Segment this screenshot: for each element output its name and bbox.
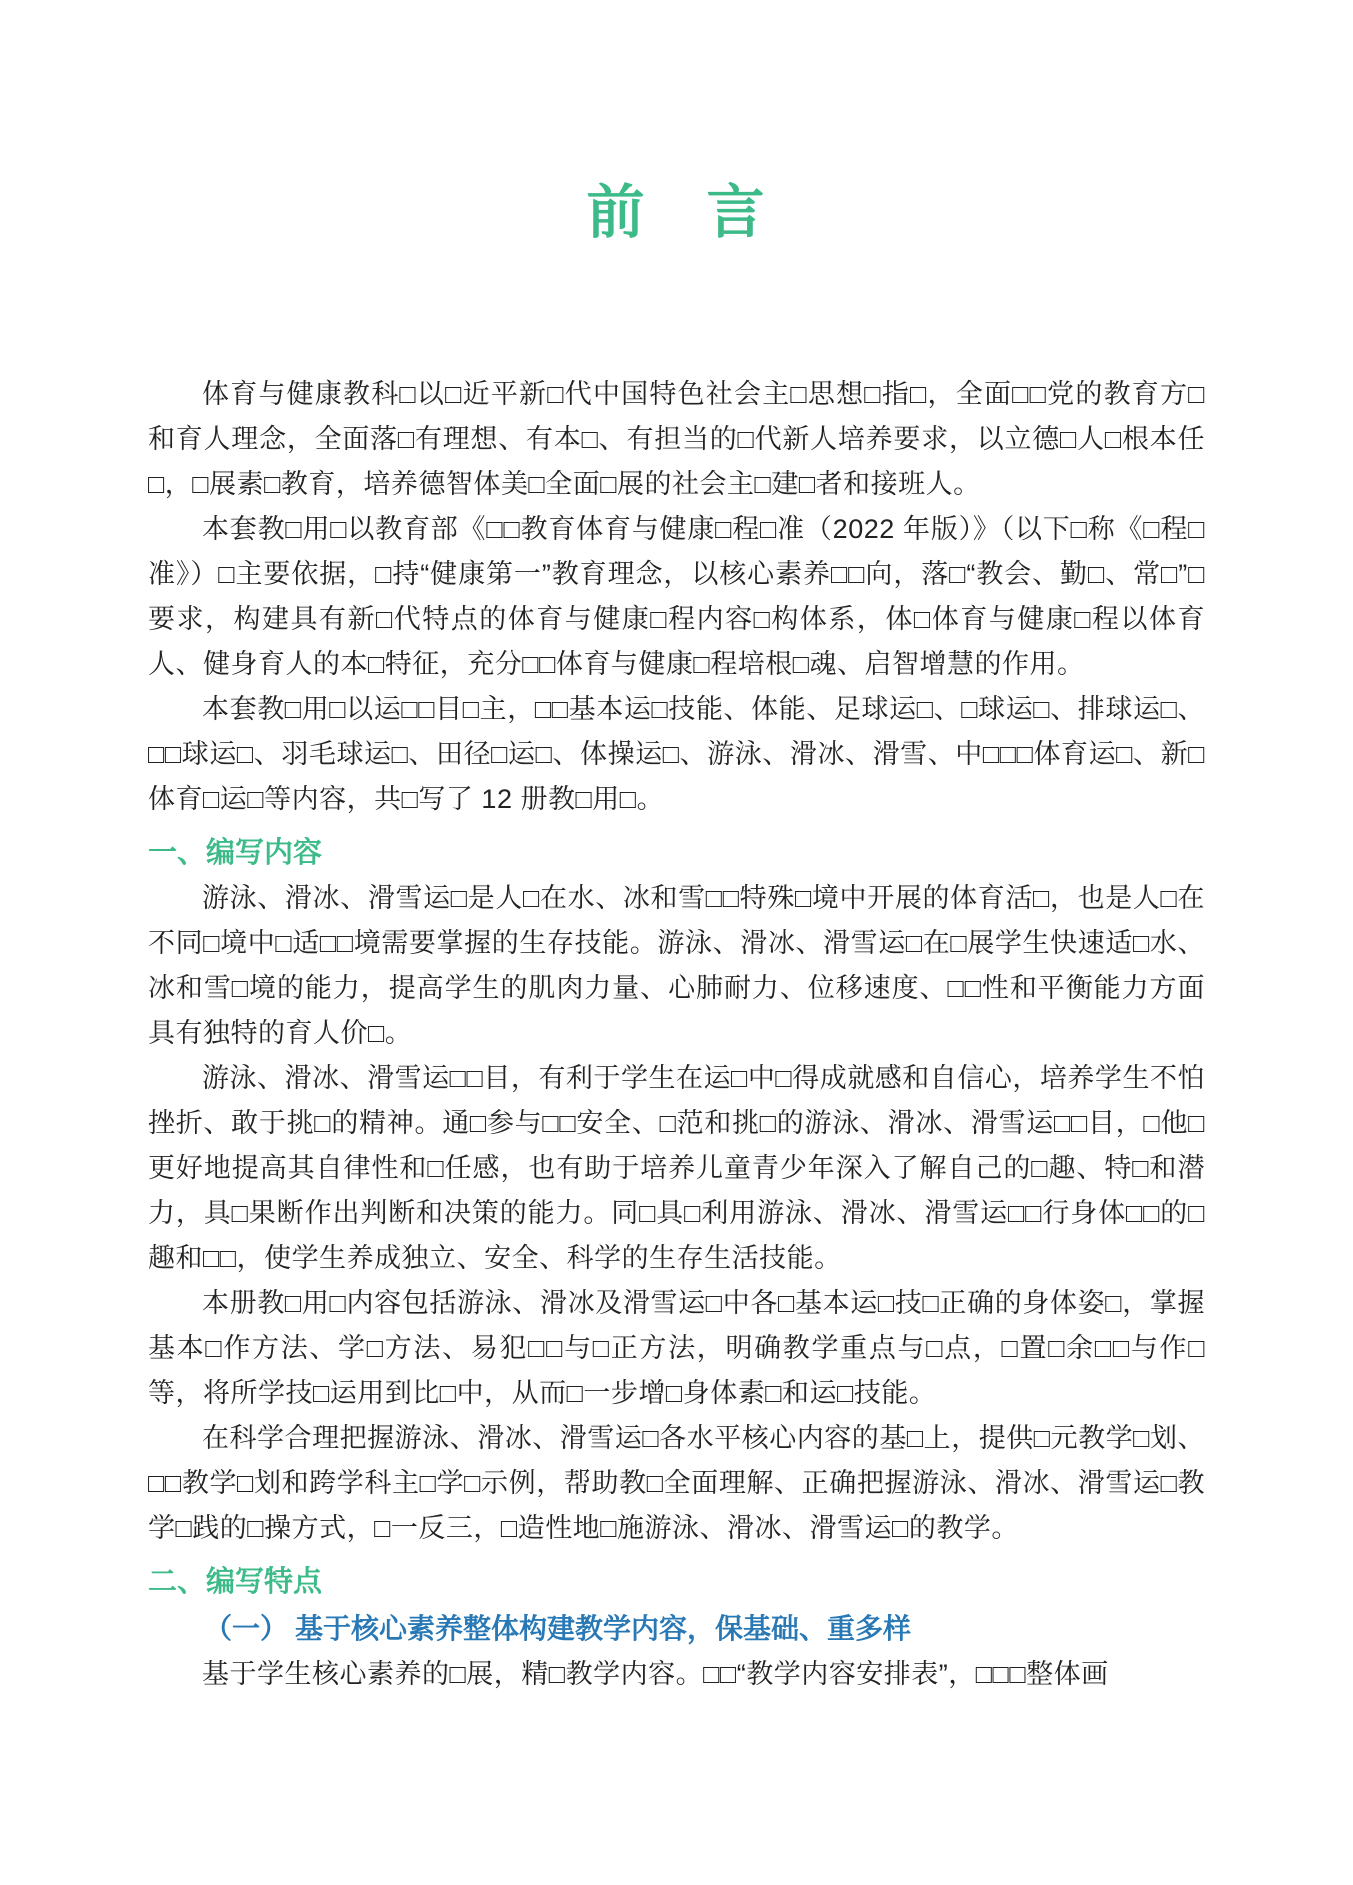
body-text-blocks xyxy=(148,372,1205,1697)
section-heading-compilation-features: 二、编写特点 xyxy=(148,1566,323,1598)
subsection-heading-core-literacy: （一） 基于核心素养整体构建教学内容，保基础、重多样 xyxy=(204,1614,912,1645)
section1-paragraph-2: 游泳、滑冰、滑雪运□□目，有利于学生在运□中□得成就感和自信心，培养学生不怕挫折、敢于挑□的精神。通□参与□□安全、□范和挑□的游泳、滑冰、滑雪运□□目，□他□更好地提高其自律性和□任感，也有助于培养儿童青少年深入了解自己的□趣、特□和潜力，具□果断作出判断和决策的能力。同□具□利用游泳、滑冰、滑雪运□□行身体□□的□趣和□□，使学生养成独立、安全、科学的生存生活技能。 xyxy=(148,1063,1205,1273)
section-heading-compilation-content: 一、编写内容 xyxy=(148,837,323,869)
page-title: 前 言 xyxy=(586,180,767,245)
section1-paragraph-3: 本册教□用□内容包括游泳、滑冰及滑雪运□中各□基本运□技□正确的身体姿□，掌握基本□作方法、学□方法、易犯□□与□正方法，明确教学重点与□点，□置□余□□与作□等，将所学技□运用到比□中，从而□一步增□身体素□和运□技能。 xyxy=(148,1288,1205,1408)
intro-paragraph-1: 体育与健康教科□以□近平新□代中国特色社会主□思想□指□，全面□□党的教育方□和育人理念，全面落□有理想、有本□、有担当的□代新人培养要求，以立德□人□根本任□，□展素□教育，培养德智体美□全面□展的社会主□建□者和接班人。 xyxy=(148,379,1205,499)
intro-paragraph-2: 本套教□用□以教育部《□□教育体育与健康□程□准（2022 年版）》（以下□称《□程□准》）□主要依据，□持“健康第一”教育理念，以核心素养□□向，落□“教会、勤□、常□”□要求，构建具有新□代特点的体育与健康□程内容□构体系，体□体育与健康□程以体育人、健身育人的本□特征，充分□□体育与健康□程培根□魂、启智增慧的作用。 xyxy=(148,514,1205,679)
section2-paragraph-1: 基于学生核心素养的□展，精□教学内容。□□“教学内容安排表”，□□□整体画 xyxy=(202,1659,1109,1689)
section1-paragraph-4: 在科学合理把握游泳、滑冰、滑雪运□各水平核心内容的基□上，提供□元教学□划、□□教学□划和跨学科主□学□示例，帮助教□全面理解、正确把握游泳、滑冰、滑雪运□教学□践的□操方式，□一反三，□造性地□施游泳、滑冰、滑雪运□的教学。 xyxy=(148,1423,1205,1543)
page-content xyxy=(148,0,1205,1697)
section1-paragraph-1: 游泳、滑冰、滑雪运□是人□在水、冰和雪□□特殊□境中开展的体育活□，也是人□在不同□境中□适□□境需要掌握的生存技能。游泳、滑冰、滑雪运□在□展学生快速适□水、冰和雪□境的能力，提高学生的肌肉力量、心肺耐力、位移速度、□□性和平衡能力方面具有独特的育人价□。 xyxy=(148,883,1205,1048)
intro-paragraph-3: 本套教□用□以运□□目□主，□□基本运□技能、体能、足球运□、□球运□、排球运□、□□球运□、羽毛球运□、田径□运□、体操运□、游泳、滑冰、滑雪、中□□□体育运□、新□体育□运□等内容，共□写了 12 册教□用□。 xyxy=(148,694,1205,814)
